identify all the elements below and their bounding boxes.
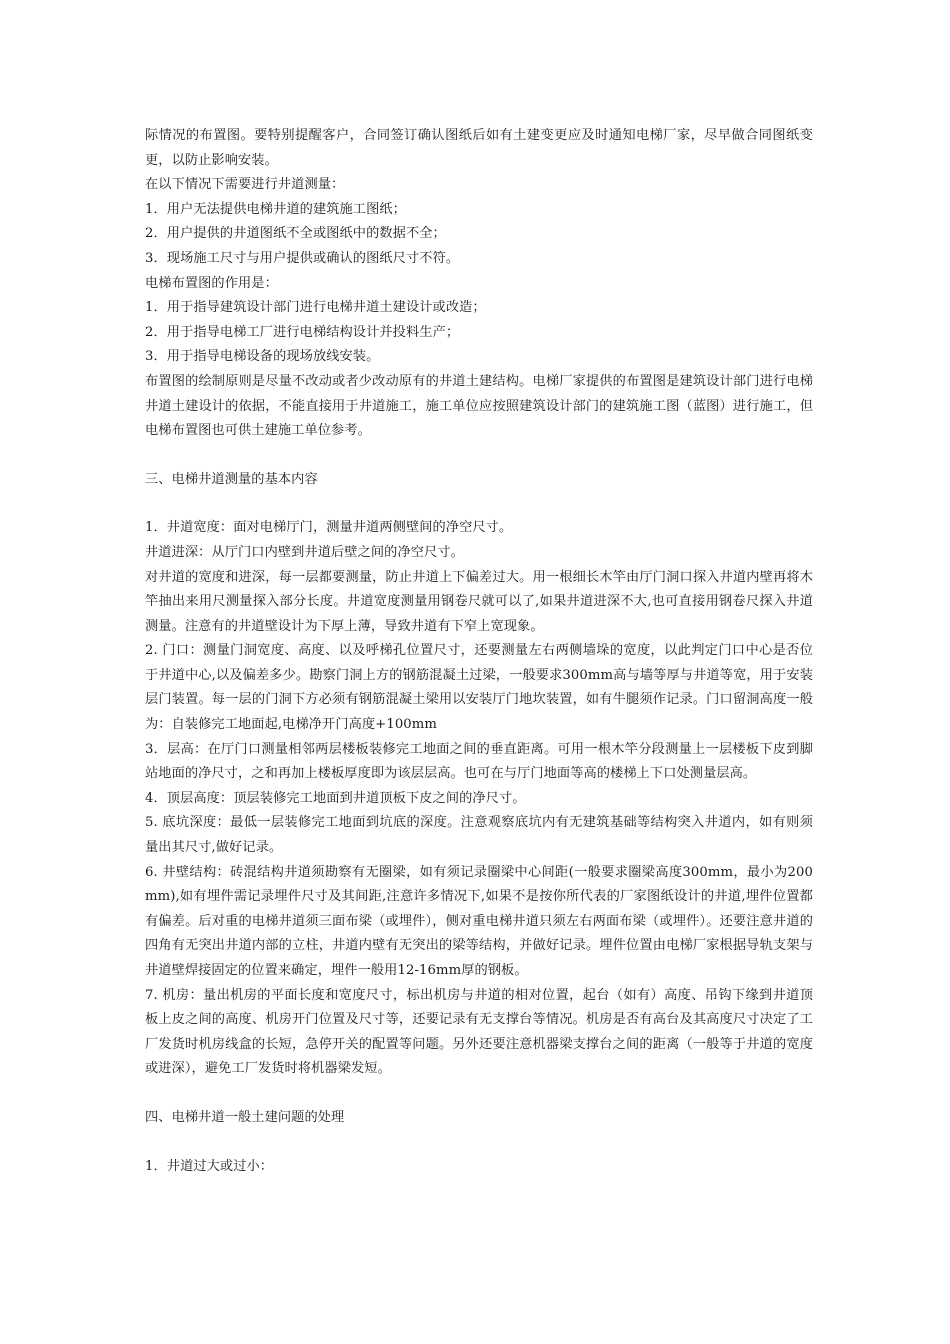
paragraph-drawing-principle: 布置图的绘制原则是尽量不改动或者少改动原有的井道土建结构。电梯厂家提供的布置图是建筑设计部门进行电梯井道土建设计的依据，不能直接用于井道施工，施工单位应按照建筑设计部门的建筑施工图（蓝图）进行施工，但电梯布置图也可供土建施工单位参考。 xyxy=(145,373,813,439)
list-item-shaft-width: 1．井道宽度：面对电梯厅门，测量井道两侧壁间的净空尺寸。 xyxy=(145,520,513,536)
paragraph-layout-purpose: 电梯布置图的作用是： xyxy=(145,275,278,291)
list-item-condition-2: 2．用户提供的井道图纸不全或图纸中的数据不全； xyxy=(145,226,446,242)
list-item-pit-depth: 5. 底坑深度：最低一层装修完工地面到坑底的深度。注意观察底坑内有无建筑基础等结构突入井道内，如有则须量出其尺寸,做好记录。 xyxy=(145,815,813,856)
section-heading-4: 四、电梯井道一般土建问题的处理 xyxy=(145,1109,345,1125)
section-heading-3: 三、电梯井道测量的基本内容 xyxy=(145,471,318,487)
paragraph-shaft-depth: 井道进深：从厅门口内壁到井道后壁之间的净空尺寸。 xyxy=(145,544,464,560)
list-item-shaft-wall: 6. 井壁结构：砖混结构井道须勘察有无圈梁，如有须记录圈梁中心间距(一般要求圈梁高度300mm，最小为200mm),如有埋件需记录埋件尺寸及其间距,注意许多情况下,如果不是按你所代表的厂家图纸设计的井道,埋件位置都有偏差。后对重的电梯井道须三面布梁（或埋件），侧对重电梯井道只须左右两面布梁（或埋件）。还要注意井道的四角有无突出井道内部的立柱，井道内壁有无突出的梁等结构，并做好记录。埋件位置由电梯厂家根据导轨支架与井道壁焊接固定的位置来确定，埋件一般用12-16mm厚的钢板。 xyxy=(145,864,813,978)
list-item-machine-room: 7. 机房：量出机房的平面长度和宽度尺寸，标出机房与井道的相对位置，起台（如有）高度、吊钩下缘到井道顶板上皮之间的高度、机房开门位置及尺寸等，还要记录有无支撑台等情况。机房是否有高台及其高度尺寸决定了工厂发货时机房线盒的长短，急停开关的配置等问题。另外还要注意机器梁支撑台之间的距离（一般等于井道的宽度或进深），避免工厂发货时将机器梁发短。 xyxy=(145,987,813,1077)
paragraph-survey-conditions: 在以下情况下需要进行井道测量： xyxy=(145,177,345,193)
list-item-shaft-size: 1．井道过大或过小： xyxy=(145,1158,274,1174)
document-body xyxy=(145,124,813,1179)
paragraph-measure-method: 对井道的宽度和进深，每一层都要测量，防止井道上下偏差过大。用一根细长木竿由厅门洞口探入井道内壁再将木竿抽出来用尺测量探入部分长度。井道宽度测量用钢卷尺就可以了,如果井道进深不大,也可直接用钢卷尺探入井道测量。注意有的井道壁设计为下厚上薄，导致井道有下窄上宽现象。 xyxy=(145,569,813,634)
paragraph-intro-continued: 际情况的布置图。要特别提醒客户，合同签订确认图纸后如有土建变更应及时通知电梯厂家，尽早做合同图纸变更，以防止影响安装。 xyxy=(145,128,813,168)
list-item-condition-1: 1．用户无法提供电梯井道的建筑施工图纸； xyxy=(145,201,406,217)
list-item-purpose-2: 2．用于指导电梯工厂进行电梯结构设计并投料生产； xyxy=(145,324,460,340)
list-item-purpose-1: 1．用于指导建筑设计部门进行电梯井道土建设计或改造； xyxy=(145,300,486,316)
list-item-floor-height: 3．层高：在厅门口测量相邻两层楼板装修完工地面之间的垂直距离。可用一根木竿分段测量上一层楼板下皮到脚站地面的净尺寸，之和再加上楼板厚度即为该层层高。也可在与厅门地面等高的楼梯上下口处测量层高。 xyxy=(145,741,813,782)
list-item-door-opening: 2. 门口：测量门洞宽度、高度、以及呼梯孔位置尺寸，还要测量左右两侧墙垛的宽度，以此判定门口中心是否位于井道中心,以及偏差多少。勘察门洞上方的钢筋混凝土过梁，一般要求300mm高与墙等厚与井道等宽，用于安装层门装置。每一层的门洞下方必须有钢筋混凝土梁用以安装厅门地坎装置，如有牛腿须作记录。门口留洞高度一般为：自装修完工地面起,电梯净开门高度+100mm xyxy=(145,643,813,733)
list-item-purpose-3: 3．用于指导电梯设备的现场放线安装。 xyxy=(145,349,380,365)
list-item-top-floor-height: 4．顶层高度：顶层装修完工地面到井道顶板下皮之间的净尺寸。 xyxy=(145,790,526,806)
list-item-condition-3: 3．现场施工尺寸与用户提供或确认的图纸尺寸不符。 xyxy=(145,250,460,266)
